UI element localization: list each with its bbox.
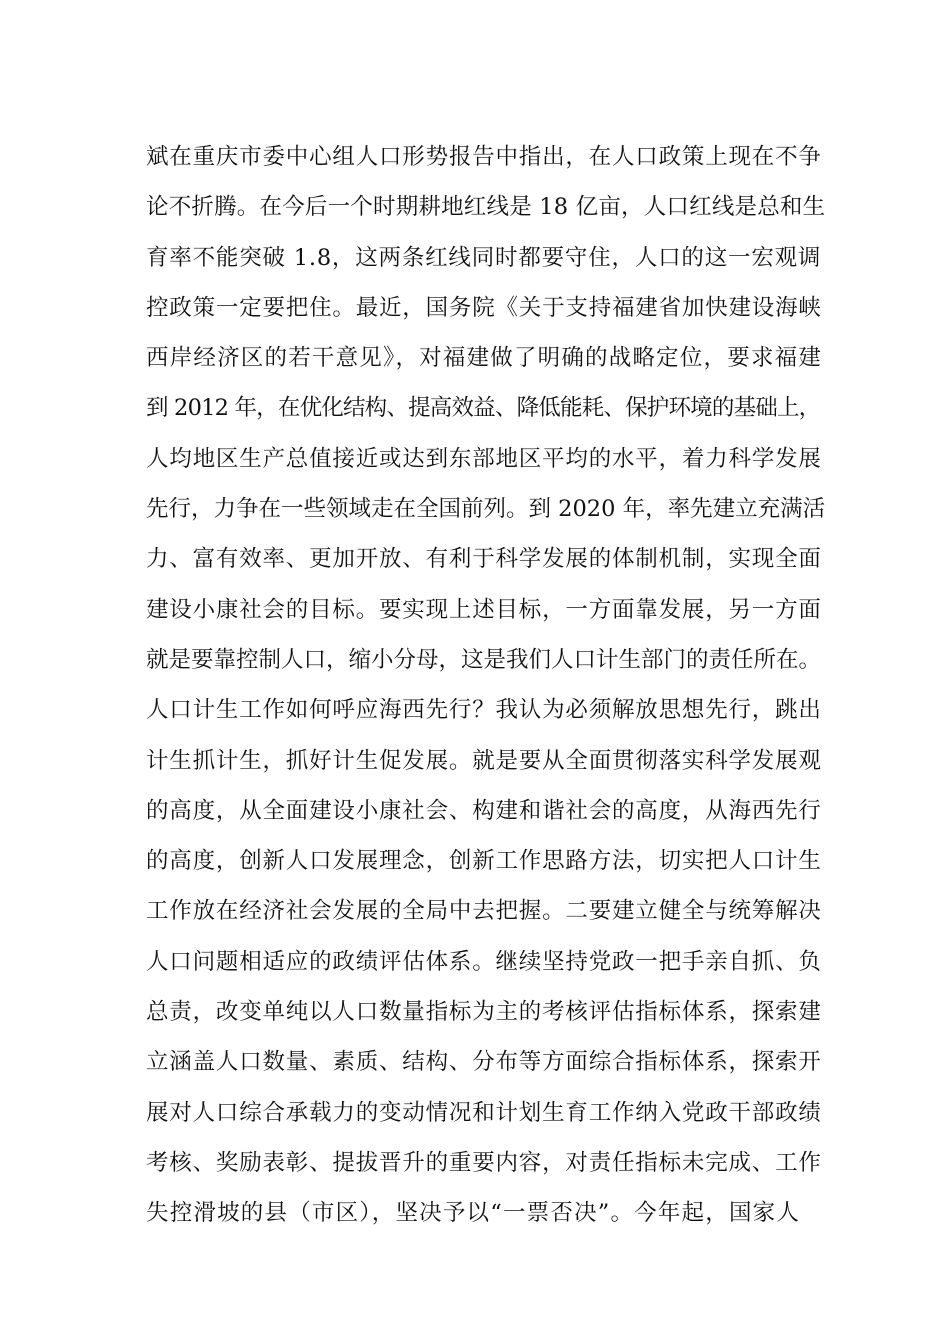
text-line: 的高度，创新人口发展理念，创新工作思路方法，切实把人口计生 xyxy=(146,848,822,875)
text-line: 力、富有效率、更加开放、有利于科学发展的体制机制，实现全面 xyxy=(146,546,822,573)
text-line: 立涵盖人口数量、素质、结构、分布等方面综合指标体系，探索开 xyxy=(146,1049,822,1076)
text-line: 论不折腾。在今后一个时期耕地红线是 18 亿亩，人口红线是总和生 xyxy=(146,194,826,221)
text-line: 展对人口综合承载力的变动情况和计划生育工作纳入党政干部政绩 xyxy=(146,1099,822,1126)
text-line: 控政策一定要把住。最近，国务院《关于支持福建省加快建设海峡 xyxy=(146,294,822,321)
text-line: 人口计生工作如何呼应海西先行？我认为必须解放思想先行，跳出 xyxy=(146,697,822,724)
text-line: 人均地区生产总值接近或达到东部地区平均的水平，着力科学发展 xyxy=(146,445,822,472)
text-line: 失控滑坡的县（市区），坚决予以“一票否决”。今年起，国家人 xyxy=(146,1200,801,1227)
text-line: 工作放在经济社会发展的全局中去把握。二要建立健全与统筹解决 xyxy=(146,898,822,925)
text-line: 育率不能突破 1.8，这两条红线同时都要守住，人口的这一宏观调 xyxy=(146,244,822,271)
text-line: 的高度，从全面建设小康社会、构建和谐社会的高度，从海西先行 xyxy=(146,797,822,824)
text-line: 就是要靠控制人口，缩小分母，这是我们人口计生部门的责任所在。 xyxy=(146,646,822,673)
text-line: 总责，改变单纯以人口数量指标为主的考核评估指标体系，探索建 xyxy=(146,999,822,1026)
text-line: 建设小康社会的目标。要实现上述目标，一方面靠发展，另一方面 xyxy=(146,596,822,623)
text-line: 计生抓计生，抓好计生促发展。就是要从全面贯彻落实科学发展观 xyxy=(146,747,822,774)
text-line: 西岸经济区的若干意见》，对福建做了明确的战略定位，要求福建 xyxy=(146,345,823,372)
text-line: 人口问题相适应的政绩评估体系。继续坚持党政一把手亲自抓、负 xyxy=(146,948,822,975)
body-text xyxy=(146,132,826,1239)
text-line: 考核、奖励表彰、提拔晋升的重要内容，对责任指标未完成、工作 xyxy=(146,1149,822,1176)
text-line: 斌在重庆市委中心组人口形势报告中指出，在人口政策上现在不争 xyxy=(146,144,822,170)
text-line: 到 2012 年，在优化结构、提高效益、降低能耗、保护环境的基础上， xyxy=(146,395,821,422)
text-line: 先行，力争在一些领域走在全国前列。到 2020 年，率先建立充满活 xyxy=(146,496,826,523)
